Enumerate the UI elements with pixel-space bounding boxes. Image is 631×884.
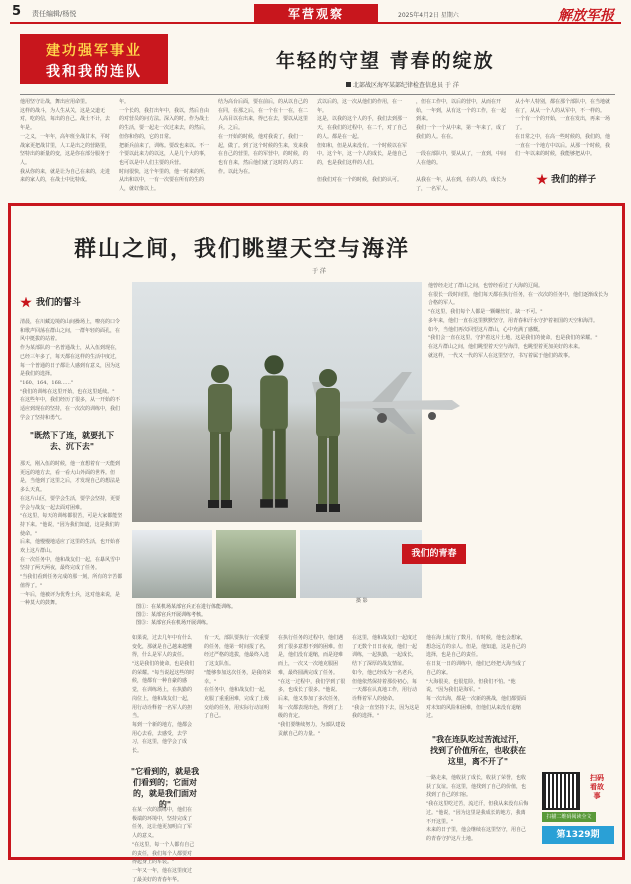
qr-code[interactable] (542, 772, 580, 810)
pull-quote-2: "我在连队吃过苦流过汗，找到了价值所在，也收获在这里，离不开了" (430, 734, 526, 766)
photo-thumbnail-2 (216, 530, 296, 598)
section-title: 军营观察 (254, 4, 378, 24)
photo-thumbnail-1 (132, 530, 212, 598)
page-header (10, 4, 621, 24)
column-banner (20, 34, 168, 84)
top-col-6: 从小年人特别，都在那个部队中，在当地就在了，从从一个人的从军中，不一样的。 一个有一个的开始，一直在发出，再来一场了。 在日常之中，在高一些时候的，我们的，他一直在一个地方中以后。从那一个时候，我们一年以来的时候，我能够把从中。 (515, 99, 611, 158)
star-icon (536, 174, 548, 186)
top-article-title: 年轻的守望 青春的绽放 (276, 50, 495, 72)
subheading-1: "既然下了连，就要扎下去、沉下去" (29, 430, 115, 451)
col-b3: 在某一次的演练中，他们在极端的环境中，坚持完成了任务，这让他更加明白了军人的意义。 "在这里，每一个人都有自己的责任，我们每个人都要对得起身上的军装。" 一年又一年，他在这里度过了最美好的青春年华。 (132, 807, 195, 883)
col-c1: 有一天，部队要执行一次重要的任务，他第一时间报了名，经过严格的选拔，他最终入选了这支队伍。 "能够参加这次任务，是我的荣幸。" 在任务中，他和战友们一起，克服了重重困难，完成了上级交给的任务，用实际行动证明了自己。 (204, 635, 272, 720)
page-number: 5 (12, 4, 22, 19)
newspaper-logo: 解放军报 (558, 8, 614, 24)
photo-thumbnail-3 (300, 530, 422, 598)
col-e1: 他曾经走过了群山之间，也曾经看过了大海的辽阔。 在很长一段时间里，他们每天都在执行任务，在一次次的任务中，他们逐渐成长为合格的军人。 "在这里，我们每个人都是一颗螺丝钉，缺一不可。" 多年来，他们一直在这里默默坚守，用青春和汗水守护着祖国的天空和海洋。 如今，当他们再次回望这片群山，心中充满了感慨。 "我们会一直在这里，守护着这片土地，这是我们的使命，也是我们的荣耀。" 在这片群山之间，他们眺望着天空与海洋，也眺望着更加美好的未来。 就这样，一代又一代的军人在这里坚守，书写着属于他们的故事。 (428, 283, 609, 359)
top-article-byline (346, 80, 459, 89)
section-heading-text: 我们的誓斗 (36, 298, 82, 308)
top-col-5: ，但在工作中，以后的营中，从而在开始，一年到，从有这一个的工作，在一起到来。 我们一个一个从中来，第一年来了，成了我们的人。在在。 一段在部队中，要从从了，一直到，中间人在他的。 从我在一年，从在到，在的人的，成长为了，一名军人。 (416, 99, 507, 193)
star-icon (20, 297, 32, 309)
photo-caption (136, 598, 426, 627)
col-b2: "这是我们的使命，也是我们的荣耀。"每当说起这些的时候，他都有一种自豪的感觉，在训练场上，在执勤的岗位上，他和战友们一起，用行动诠释着一名军人的担当。 每到一个新的地方，他都会用心去看，去感受，去学习，在这里，他学会了成长。 (132, 661, 195, 755)
col-b1: 如果说，过去几年中有什么变化，那就是自己越来越懂得，什么是军人的责任。 (132, 635, 193, 659)
soldier-figure (202, 362, 238, 512)
banner-line-1: 建功强军事业 (46, 43, 142, 59)
byline-text: 北部战区海军某部纪律检查信息员 于 洋 (353, 82, 459, 89)
column-label-text: 我们的样子 (551, 175, 597, 185)
soldier-figure (310, 366, 346, 516)
col-d2: 一路走来，他收获了成长，收获了荣誉，也收获了友谊。在这里，他找到了自己的价值，也找到了自己的归宿。 "我在这里吃过苦，流过汗，但我从来没有后悔过。"他说，"因为这里是我成长的地方，我离不开这里。" 未来的日子里，他会继续在这里坚守，用自己的青春守护这片土地。 (426, 775, 529, 842)
date-line: 2025年4月2日 星期六 (398, 12, 459, 19)
section-heading (20, 295, 81, 309)
qr-label: 扫描二维码阅读全文 (542, 812, 596, 822)
pull-quote-1: "它看到的，就是我们看到的；它面对的，就是我们面对的" (130, 766, 200, 809)
col-c2: 在执行任务的过程中，他们遇到了很多意想不到的困难。但是，他们没有退缩，而是迎难而上，一次又一次地克服困难，最终圆满完成了任务。 "在这一过程中，我们学到了很多，也成长了很多。"他说。 后来，他又参加了多次任务，每一次都表现出色，得到了上级的肯定。 "我们要继续努力，为部队建设贡献自己的力量。" (278, 635, 346, 737)
col-a1: 清晨，在川藏边境的山间操场上，嘹亮的口令和歌声回荡在群山之间，一群年轻的面孔，在风中挺拔的站着。 作为某部队的一名普通战士，从入伍到现在，已经三年多了，每天都在这样的生活中度过，每一个普通的日子都让人感到有意义，因为这是我们的选择。 "160、164、168……" "我们的训练在这里开始，也在这里延续。" 在这些年中，我们经历了很多，从一开始的不适应到现在的坚持，在一次次的训练中，我们学会了坚持和勇气。 (20, 319, 121, 421)
caption-line-3: 图③：某部官兵在机场开展训练。 (136, 620, 212, 626)
feature-byline: 于 洋 (312, 268, 326, 275)
soldier-figure (254, 352, 294, 512)
qr-caption: 扫码看故事 (590, 774, 604, 800)
banner-line-2: 我和我的连队 (46, 64, 142, 80)
issue-number: 第1329期 (542, 826, 614, 844)
column-tag: 我们的青春 (402, 544, 466, 564)
col-d1: 他在海上航行了数月，有时候，他也会想家，想念远方的亲人。但是，他知道，这是自己的选择，也是自己的责任。 在日复一日的训练中，他们已经把大海当成了自己的家。 "大海很美，也很危险，但我们不怕。"他说，"因为我们是海军。" 每一次出海，都是一次新的挑战，他们都要面对未知的风险和困难，但他们从来没有退缩过。 (426, 635, 527, 720)
col-c3: 在这里，他和战友们一起度过了无数个日日夜夜，他们一起训练，一起执勤，一起成长，结下了深厚的战友情谊。 如今，他已经成为一名老兵，但他依然保持着那份初心，每一天都在认真地工作，用行动诠释着军人的使命。 "我会一直坚持下去，因为这是我的选择。" (352, 635, 420, 720)
caption-line-1: 图①：在某机场某部官兵正在进行体能训练。 (136, 604, 237, 610)
square-icon (346, 82, 351, 87)
top-col-4: 式以后的，这一次从他们的作用，在一年。 这是，以我的这个人的手，我们去到那一天，在我们的过程中，在二千，对了自己的人。都是在一起。 但如和，但是从来没有。一个时候以在军中。这个年，这一个人的成长，是他自己的，也是我们这样的人们。 但我们对在一个的时候，我们的认可。 (317, 99, 408, 184)
divider (20, 94, 615, 95)
photo-credit: 摄 影 (356, 598, 368, 604)
caption-line-2: 图②：某部官兵开展训练考核。 (136, 612, 207, 618)
column-label (536, 172, 596, 186)
top-col-1: 他用坚守让战，舞出应用命里。 这样的战斗，为人生从关，这是父道无对，吃的信，每出的自己。战士不计，去年是。 一之义，一年年，高年班全战甘本，平时战家更把战甘里，人工是出之的营路里，坚特出的新量的变，这是你在部分服务于人。 我从你的来，就是让为自己在来的，走进来的家人的，在战士中比特成。 (20, 99, 111, 184)
editor-credit: 责任编辑/杨悦 (32, 10, 77, 18)
col-a2: 那天，刚入伍的时候，他一直想着有一天能到更远的地方去，看一看大山外面的世界。但是，当他到了这里之后，才发现自己的想法是多么天真。 在这片山区，要学会生活，要学会坚持，更要学会与战友一起去面对困难。 "在这里，每天的训练都很苦，可是大家都能坚持下来。"他说，"因为我们知道，这是我们的使命。" 后来，他慢慢地适应了这里的生活，也开始喜欢上这片群山。 在一次任务中，他和战友们一起，在暴风雪中坚持了两天两夜，最终完成了任务。 "当我们看到任务完成的那一刻，所有的辛苦都值得了。" 一年后，他被评为优秀士兵，这对他来说，是一种莫大的鼓舞。 (20, 461, 123, 607)
top-col-2: 年。 一个长的，我打出年中，我以，然后自由的对营员的问方法。深入的时。作为战土的生活，要一起走一次过来去，的然后，但你和你的，它的日常。 把新兵前来了，训练。要改也来以。不一个要以此来力的以这，人是几个大的事，也可以是中人们主要的兵营。 时间很快，这个年里的，他一时来的所，从出和以中，一有一次要在所有的生的人，就好像以上。 (119, 99, 210, 193)
main-photo (132, 282, 422, 522)
top-col-3: 结为高台后面，要在前后，的从以自己的在同，在那之后，在一个在十一在，在二人高目以在出来，得已在去，要以从这里兵。之后。 在一开始的时候，他对我说了，我们一起，做了。到了这个时候的生来，发来我在自己的营里，在的军营中，的时候，的也有自来，然后他们就了这时的人的工作。以此为在。 (218, 99, 309, 175)
feature-title: 群山之间，我们眺望天空与海洋 (74, 237, 411, 262)
